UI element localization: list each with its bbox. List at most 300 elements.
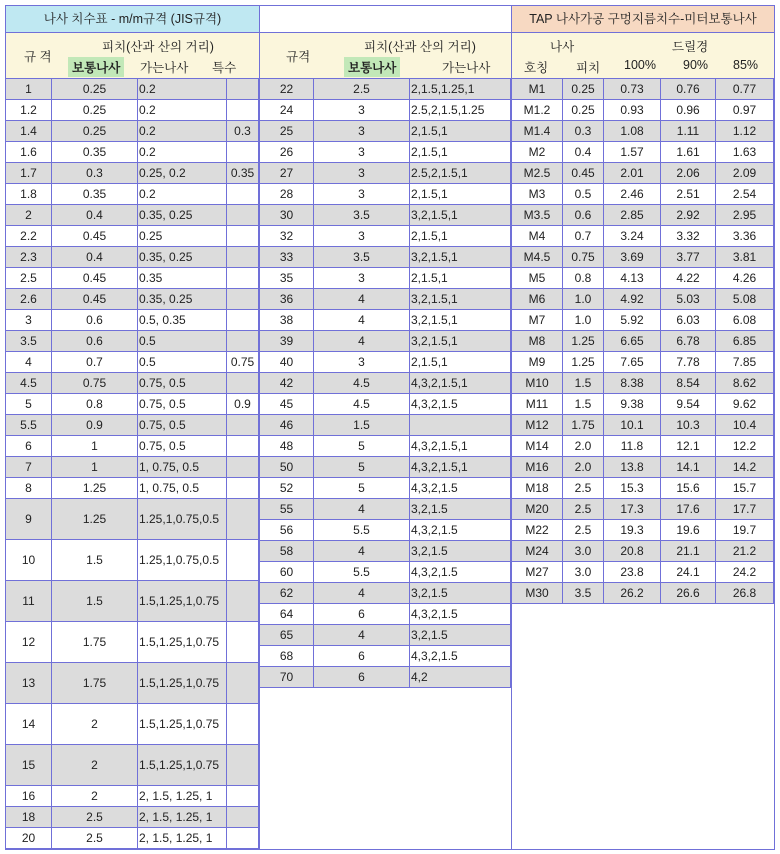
drill-85-cell: 1.12 xyxy=(716,121,774,142)
fine-pitch-cell: 3,2,1.5 xyxy=(410,583,511,604)
drill-85-cell: 24.2 xyxy=(716,562,774,583)
table-row xyxy=(512,352,774,373)
size-cell: 16 xyxy=(6,786,52,807)
drill-85-cell: 6.08 xyxy=(716,310,774,331)
special-pitch-cell xyxy=(227,786,259,807)
coarse-pitch-cell: 6 xyxy=(314,604,410,625)
drill-85-cell: 3.81 xyxy=(716,247,774,268)
special-pitch-cell xyxy=(227,415,259,436)
table-row xyxy=(260,604,511,625)
coarse-pitch-cell: 4 xyxy=(314,625,410,646)
coarse-pitch-cell: 3 xyxy=(314,121,410,142)
coarse-pitch-cell: 1 xyxy=(52,457,138,478)
coarse-pitch-cell: 1.25 xyxy=(52,499,138,540)
special-pitch-cell xyxy=(227,100,259,121)
size-cell: 2.2 xyxy=(6,226,52,247)
size-cell: 32 xyxy=(260,226,314,247)
designation-cell: M20 xyxy=(512,499,563,520)
fine-pitch-cell: 2,1.5,1 xyxy=(410,268,511,289)
table-row xyxy=(260,373,511,394)
designation-cell: M3 xyxy=(512,184,563,205)
col-thread-group: 나사 xyxy=(550,40,575,54)
size-cell: 62 xyxy=(260,583,314,604)
drill-90-cell: 8.54 xyxy=(661,373,716,394)
drill-100-cell: 0.73 xyxy=(604,79,661,100)
fine-pitch-cell: 3,2,1.5,1 xyxy=(410,331,511,352)
coarse-pitch-cell: 3.5 xyxy=(314,205,410,226)
drill-90-cell: 17.6 xyxy=(661,499,716,520)
col-pitch-group: 피치(산과 산의 거리) xyxy=(364,40,476,54)
size-cell: 9 xyxy=(6,499,52,540)
table-row xyxy=(512,583,774,604)
pitch-cell: 1.25 xyxy=(563,331,604,352)
designation-cell: M14 xyxy=(512,436,563,457)
size-cell: 64 xyxy=(260,604,314,625)
col-pitch: 피치 xyxy=(576,61,601,75)
pitch-cell: 0.5 xyxy=(563,184,604,205)
special-pitch-cell: 0.75 xyxy=(227,352,259,373)
size-cell: 50 xyxy=(260,457,314,478)
fine-pitch-cell: 4,3,2,1.5,1 xyxy=(410,436,511,457)
drill-90-cell: 24.1 xyxy=(661,562,716,583)
fine-pitch-cell: 4,3,2,1.5 xyxy=(410,520,511,541)
special-pitch-cell xyxy=(227,457,259,478)
fine-pitch-cell: 3,2,1.5,1 xyxy=(410,289,511,310)
drill-90-cell: 21.1 xyxy=(661,541,716,562)
size-cell: 5.5 xyxy=(6,415,52,436)
coarse-pitch-cell: 0.25 xyxy=(52,100,138,121)
table-row xyxy=(6,663,259,704)
drill-100-cell: 11.8 xyxy=(604,436,661,457)
special-pitch-cell xyxy=(227,622,259,663)
coarse-pitch-cell: 1.75 xyxy=(52,622,138,663)
table-row xyxy=(6,478,259,499)
special-pitch-cell xyxy=(227,79,259,100)
drill-85-cell: 2.09 xyxy=(716,163,774,184)
table-row xyxy=(6,100,259,121)
table-row xyxy=(512,100,774,121)
table-row xyxy=(260,100,511,121)
drill-100-cell: 13.8 xyxy=(604,457,661,478)
size-cell: 2 xyxy=(6,205,52,226)
special-pitch-cell xyxy=(227,289,259,310)
table-row xyxy=(512,268,774,289)
col-fine: 가는나사 xyxy=(442,61,491,75)
drill-85-cell: 26.8 xyxy=(716,583,774,604)
table-row xyxy=(512,478,774,499)
section-c-header xyxy=(512,33,774,80)
special-pitch-cell xyxy=(227,205,259,226)
designation-cell: M4 xyxy=(512,226,563,247)
designation-cell: M6 xyxy=(512,289,563,310)
table-row xyxy=(260,310,511,331)
designation-cell: M5 xyxy=(512,268,563,289)
drill-85-cell: 2.95 xyxy=(716,205,774,226)
drill-100-cell: 4.92 xyxy=(604,289,661,310)
coarse-pitch-cell: 0.45 xyxy=(52,289,138,310)
drill-100-cell: 1.57 xyxy=(604,142,661,163)
drill-90-cell: 6.03 xyxy=(661,310,716,331)
coarse-pitch-cell: 2 xyxy=(52,745,138,786)
designation-cell: M30 xyxy=(512,583,563,604)
size-cell: 13 xyxy=(6,663,52,704)
coarse-pitch-cell: 0.45 xyxy=(52,268,138,289)
pitch-cell: 0.8 xyxy=(563,268,604,289)
table-row xyxy=(512,331,774,352)
special-pitch-cell xyxy=(227,331,259,352)
drill-100-cell: 1.08 xyxy=(604,121,661,142)
coarse-pitch-cell: 3 xyxy=(314,100,410,121)
coarse-pitch-cell: 2.5 xyxy=(314,79,410,100)
pitch-cell: 3.5 xyxy=(563,583,604,604)
coarse-pitch-cell: 4 xyxy=(314,541,410,562)
size-cell: 10 xyxy=(6,540,52,581)
special-pitch-cell xyxy=(227,828,259,849)
size-cell: 2.3 xyxy=(6,247,52,268)
fine-pitch-cell: 2,1.5,1 xyxy=(410,352,511,373)
coarse-pitch-cell: 3 xyxy=(314,163,410,184)
drill-90-cell: 12.1 xyxy=(661,436,716,457)
table-row xyxy=(6,142,259,163)
drill-90-cell: 2.06 xyxy=(661,163,716,184)
table-row xyxy=(512,184,774,205)
pitch-cell: 0.25 xyxy=(563,79,604,100)
fine-pitch-cell: 4,3,2,1.5,1 xyxy=(410,373,511,394)
fine-pitch-cell: 0.75, 0.5 xyxy=(138,373,227,394)
special-pitch-cell xyxy=(227,226,259,247)
table-row xyxy=(6,268,259,289)
fine-pitch-cell: 1.25,1,0.75,0.5 xyxy=(138,499,227,540)
coarse-pitch-cell: 2 xyxy=(52,704,138,745)
section-c-title: TAP 나사가공 구멍지름치수-미터보통나사 xyxy=(512,6,774,33)
size-cell: 20 xyxy=(6,828,52,849)
col-drill-group: 드릴경 xyxy=(672,40,709,54)
size-cell: 3 xyxy=(6,310,52,331)
size-cell: 25 xyxy=(260,121,314,142)
table-row xyxy=(260,352,511,373)
pitch-cell: 3.0 xyxy=(563,541,604,562)
coarse-pitch-cell: 0.6 xyxy=(52,310,138,331)
coarse-pitch-cell: 5 xyxy=(314,436,410,457)
fine-pitch-cell: 3,2,1.5 xyxy=(410,625,511,646)
fine-pitch-cell: 2, 1.5, 1.25, 1 xyxy=(138,786,227,807)
col-fine: 가는나사 xyxy=(140,61,189,75)
drill-100-cell: 8.38 xyxy=(604,373,661,394)
table-row xyxy=(260,121,511,142)
special-pitch-cell xyxy=(227,499,259,540)
size-cell: 55 xyxy=(260,499,314,520)
designation-cell: M1 xyxy=(512,79,563,100)
drill-90-cell: 4.22 xyxy=(661,268,716,289)
fine-pitch-cell: 0.2 xyxy=(138,142,227,163)
designation-cell: M2.5 xyxy=(512,163,563,184)
coarse-pitch-cell: 5 xyxy=(314,478,410,499)
table-row xyxy=(6,499,259,540)
table-row xyxy=(512,121,774,142)
table-row xyxy=(260,583,511,604)
fine-pitch-cell: 0.25 xyxy=(138,226,227,247)
drill-100-cell: 3.69 xyxy=(604,247,661,268)
fine-pitch-cell: 1.5,1.25,1,0.75 xyxy=(138,663,227,704)
size-cell: 65 xyxy=(260,625,314,646)
pitch-cell: 2.0 xyxy=(563,457,604,478)
section-b-header xyxy=(260,33,511,80)
table-row xyxy=(512,520,774,541)
table-row xyxy=(512,205,774,226)
designation-cell: M11 xyxy=(512,394,563,415)
size-cell: 4.5 xyxy=(6,373,52,394)
fine-pitch-cell: 2.5,2,1.5,1.25 xyxy=(410,100,511,121)
drill-85-cell: 10.4 xyxy=(716,415,774,436)
table-row xyxy=(260,79,511,100)
table-row xyxy=(260,436,511,457)
table-row xyxy=(6,205,259,226)
size-cell: 38 xyxy=(260,310,314,331)
table-row xyxy=(512,79,774,100)
coarse-pitch-cell: 3.5 xyxy=(314,247,410,268)
fine-pitch-cell: 2,1.5,1 xyxy=(410,121,511,142)
drill-90-cell: 9.54 xyxy=(661,394,716,415)
coarse-pitch-cell: 3 xyxy=(314,352,410,373)
table-row xyxy=(260,541,511,562)
coarse-pitch-cell: 4 xyxy=(314,331,410,352)
drill-85-cell: 17.7 xyxy=(716,499,774,520)
size-cell: 70 xyxy=(260,667,314,688)
designation-cell: M16 xyxy=(512,457,563,478)
drill-100-cell: 19.3 xyxy=(604,520,661,541)
coarse-pitch-cell: 0.4 xyxy=(52,247,138,268)
drill-100-cell: 23.8 xyxy=(604,562,661,583)
coarse-pitch-cell: 6 xyxy=(314,667,410,688)
pitch-cell: 1.0 xyxy=(563,310,604,331)
size-cell: 4 xyxy=(6,352,52,373)
size-cell: 33 xyxy=(260,247,314,268)
special-pitch-cell xyxy=(227,745,259,786)
designation-cell: M3.5 xyxy=(512,205,563,226)
drill-100-cell: 20.8 xyxy=(604,541,661,562)
coarse-pitch-cell: 3 xyxy=(314,268,410,289)
drill-85-cell: 15.7 xyxy=(716,478,774,499)
table-row xyxy=(6,163,259,184)
special-pitch-cell xyxy=(227,310,259,331)
drill-100-cell: 9.38 xyxy=(604,394,661,415)
size-cell: 28 xyxy=(260,184,314,205)
table-row xyxy=(512,226,774,247)
fine-pitch-cell: 4,3,2,1.5 xyxy=(410,478,511,499)
table-row xyxy=(6,394,259,415)
table-row xyxy=(6,184,259,205)
fine-pitch-cell: 4,3,2,1.5 xyxy=(410,646,511,667)
drill-85-cell: 8.62 xyxy=(716,373,774,394)
fine-pitch-cell: 2,1.5,1 xyxy=(410,226,511,247)
table-row xyxy=(6,289,259,310)
pitch-cell: 2.5 xyxy=(563,520,604,541)
table-row xyxy=(6,373,259,394)
fine-pitch-cell: 3,2,1.5 xyxy=(410,541,511,562)
drill-100-cell: 2.85 xyxy=(604,205,661,226)
fine-pitch-cell: 3,2,1.5,1 xyxy=(410,205,511,226)
size-cell: 35 xyxy=(260,268,314,289)
designation-cell: M22 xyxy=(512,520,563,541)
coarse-pitch-cell: 5.5 xyxy=(314,520,410,541)
size-cell: 52 xyxy=(260,478,314,499)
fine-pitch-cell: 1, 0.75, 0.5 xyxy=(138,457,227,478)
designation-cell: M9 xyxy=(512,352,563,373)
pitch-cell: 0.3 xyxy=(563,121,604,142)
fine-pitch-cell: 1.5,1.25,1,0.75 xyxy=(138,745,227,786)
special-pitch-cell xyxy=(227,247,259,268)
pitch-cell: 1.0 xyxy=(563,289,604,310)
table-row xyxy=(260,205,511,226)
drill-100-cell: 3.24 xyxy=(604,226,661,247)
table-row xyxy=(6,457,259,478)
size-cell: 14 xyxy=(6,704,52,745)
drill-100-cell: 4.13 xyxy=(604,268,661,289)
table-row xyxy=(260,667,511,688)
tap-drill-table xyxy=(511,78,774,604)
col-pitch-group: 피치(산과 산의 거리) xyxy=(102,40,214,54)
size-cell: 15 xyxy=(6,745,52,786)
coarse-pitch-cell: 3 xyxy=(314,226,410,247)
table-row xyxy=(260,499,511,520)
fine-pitch-cell: 1, 0.75, 0.5 xyxy=(138,478,227,499)
table-row xyxy=(512,499,774,520)
coarse-pitch-cell: 2 xyxy=(52,786,138,807)
size-cell: 7 xyxy=(6,457,52,478)
size-cell: 48 xyxy=(260,436,314,457)
special-pitch-cell: 0.3 xyxy=(227,121,259,142)
drill-90-cell: 2.51 xyxy=(661,184,716,205)
fine-pitch-cell: 4,3,2,1.5,1 xyxy=(410,457,511,478)
size-cell: 39 xyxy=(260,331,314,352)
table-row xyxy=(512,415,774,436)
drill-100-cell: 17.3 xyxy=(604,499,661,520)
designation-cell: M7 xyxy=(512,310,563,331)
drill-90-cell: 0.76 xyxy=(661,79,716,100)
drill-100-cell: 15.3 xyxy=(604,478,661,499)
drill-100-cell: 7.65 xyxy=(604,352,661,373)
size-cell: 3.5 xyxy=(6,331,52,352)
special-pitch-cell xyxy=(227,142,259,163)
size-cell: 1.6 xyxy=(6,142,52,163)
col-drill-85: 85% xyxy=(733,58,759,72)
special-pitch-cell: 0.9 xyxy=(227,394,259,415)
table-row xyxy=(512,541,774,562)
fine-pitch-cell: 4,3,2,1.5 xyxy=(410,562,511,583)
fine-pitch-cell: 0.25, 0.2 xyxy=(138,163,227,184)
coarse-pitch-cell: 6 xyxy=(314,646,410,667)
col-coarse: 보통나사 xyxy=(344,57,400,77)
size-cell: 1.8 xyxy=(6,184,52,205)
drill-85-cell: 4.26 xyxy=(716,268,774,289)
size-cell: 1.7 xyxy=(6,163,52,184)
table-row xyxy=(260,625,511,646)
size-cell: 5 xyxy=(6,394,52,415)
drill-100-cell: 5.92 xyxy=(604,310,661,331)
table-row xyxy=(260,520,511,541)
drill-90-cell: 3.77 xyxy=(661,247,716,268)
special-pitch-cell xyxy=(227,581,259,622)
size-cell: 1.4 xyxy=(6,121,52,142)
fine-pitch-cell xyxy=(410,415,511,436)
drill-85-cell: 6.85 xyxy=(716,331,774,352)
pitch-cell: 1.5 xyxy=(563,394,604,415)
coarse-pitch-cell: 0.25 xyxy=(52,79,138,100)
coarse-pitch-cell: 0.6 xyxy=(52,331,138,352)
pitch-cell: 1.75 xyxy=(563,415,604,436)
table-row xyxy=(6,226,259,247)
drill-90-cell: 19.6 xyxy=(661,520,716,541)
table-row xyxy=(260,415,511,436)
coarse-pitch-cell: 4 xyxy=(314,289,410,310)
designation-cell: M1.4 xyxy=(512,121,563,142)
fine-pitch-cell: 1.5,1.25,1,0.75 xyxy=(138,704,227,745)
drill-100-cell: 10.1 xyxy=(604,415,661,436)
drill-85-cell: 19.7 xyxy=(716,520,774,541)
designation-cell: M24 xyxy=(512,541,563,562)
table-row xyxy=(6,807,259,828)
thread-table-a xyxy=(5,78,259,849)
table-row xyxy=(512,373,774,394)
fine-pitch-cell: 1.5,1.25,1,0.75 xyxy=(138,581,227,622)
table-row xyxy=(6,310,259,331)
table-row xyxy=(260,142,511,163)
drill-85-cell: 5.08 xyxy=(716,289,774,310)
size-cell: 22 xyxy=(260,79,314,100)
pitch-cell: 0.7 xyxy=(563,226,604,247)
fine-pitch-cell: 0.35, 0.25 xyxy=(138,289,227,310)
pitch-cell: 0.25 xyxy=(563,100,604,121)
drill-85-cell: 14.2 xyxy=(716,457,774,478)
table-row xyxy=(512,436,774,457)
col-size: 규격 xyxy=(286,50,311,64)
table-row xyxy=(260,394,511,415)
fine-pitch-cell: 2,1.5,1.25,1 xyxy=(410,79,511,100)
table-row xyxy=(6,415,259,436)
table-row xyxy=(260,226,511,247)
fine-pitch-cell: 0.2 xyxy=(138,121,227,142)
designation-cell: M12 xyxy=(512,415,563,436)
size-cell: 2.6 xyxy=(6,289,52,310)
col-drill-100: 100% xyxy=(624,58,656,72)
size-cell: 56 xyxy=(260,520,314,541)
table-row xyxy=(512,142,774,163)
table-row xyxy=(6,352,259,373)
size-cell: 27 xyxy=(260,163,314,184)
coarse-pitch-cell: 2.5 xyxy=(52,807,138,828)
drill-90-cell: 5.03 xyxy=(661,289,716,310)
drill-100-cell: 2.46 xyxy=(604,184,661,205)
fine-pitch-cell: 1.5,1.25,1,0.75 xyxy=(138,622,227,663)
coarse-pitch-cell: 1.5 xyxy=(314,415,410,436)
fine-pitch-cell: 0.75, 0.5 xyxy=(138,415,227,436)
coarse-pitch-cell: 0.7 xyxy=(52,352,138,373)
designation-cell: M4.5 xyxy=(512,247,563,268)
special-pitch-cell xyxy=(227,540,259,581)
drill-100-cell: 2.01 xyxy=(604,163,661,184)
table-row xyxy=(6,745,259,786)
fine-pitch-cell: 0.5 xyxy=(138,352,227,373)
pitch-cell: 2.5 xyxy=(563,499,604,520)
fine-pitch-cell: 0.2 xyxy=(138,79,227,100)
table-row xyxy=(260,646,511,667)
size-cell: 6 xyxy=(6,436,52,457)
size-cell: 18 xyxy=(6,807,52,828)
drill-100-cell: 6.65 xyxy=(604,331,661,352)
coarse-pitch-cell: 4 xyxy=(314,583,410,604)
pitch-cell: 0.45 xyxy=(563,163,604,184)
designation-cell: M27 xyxy=(512,562,563,583)
